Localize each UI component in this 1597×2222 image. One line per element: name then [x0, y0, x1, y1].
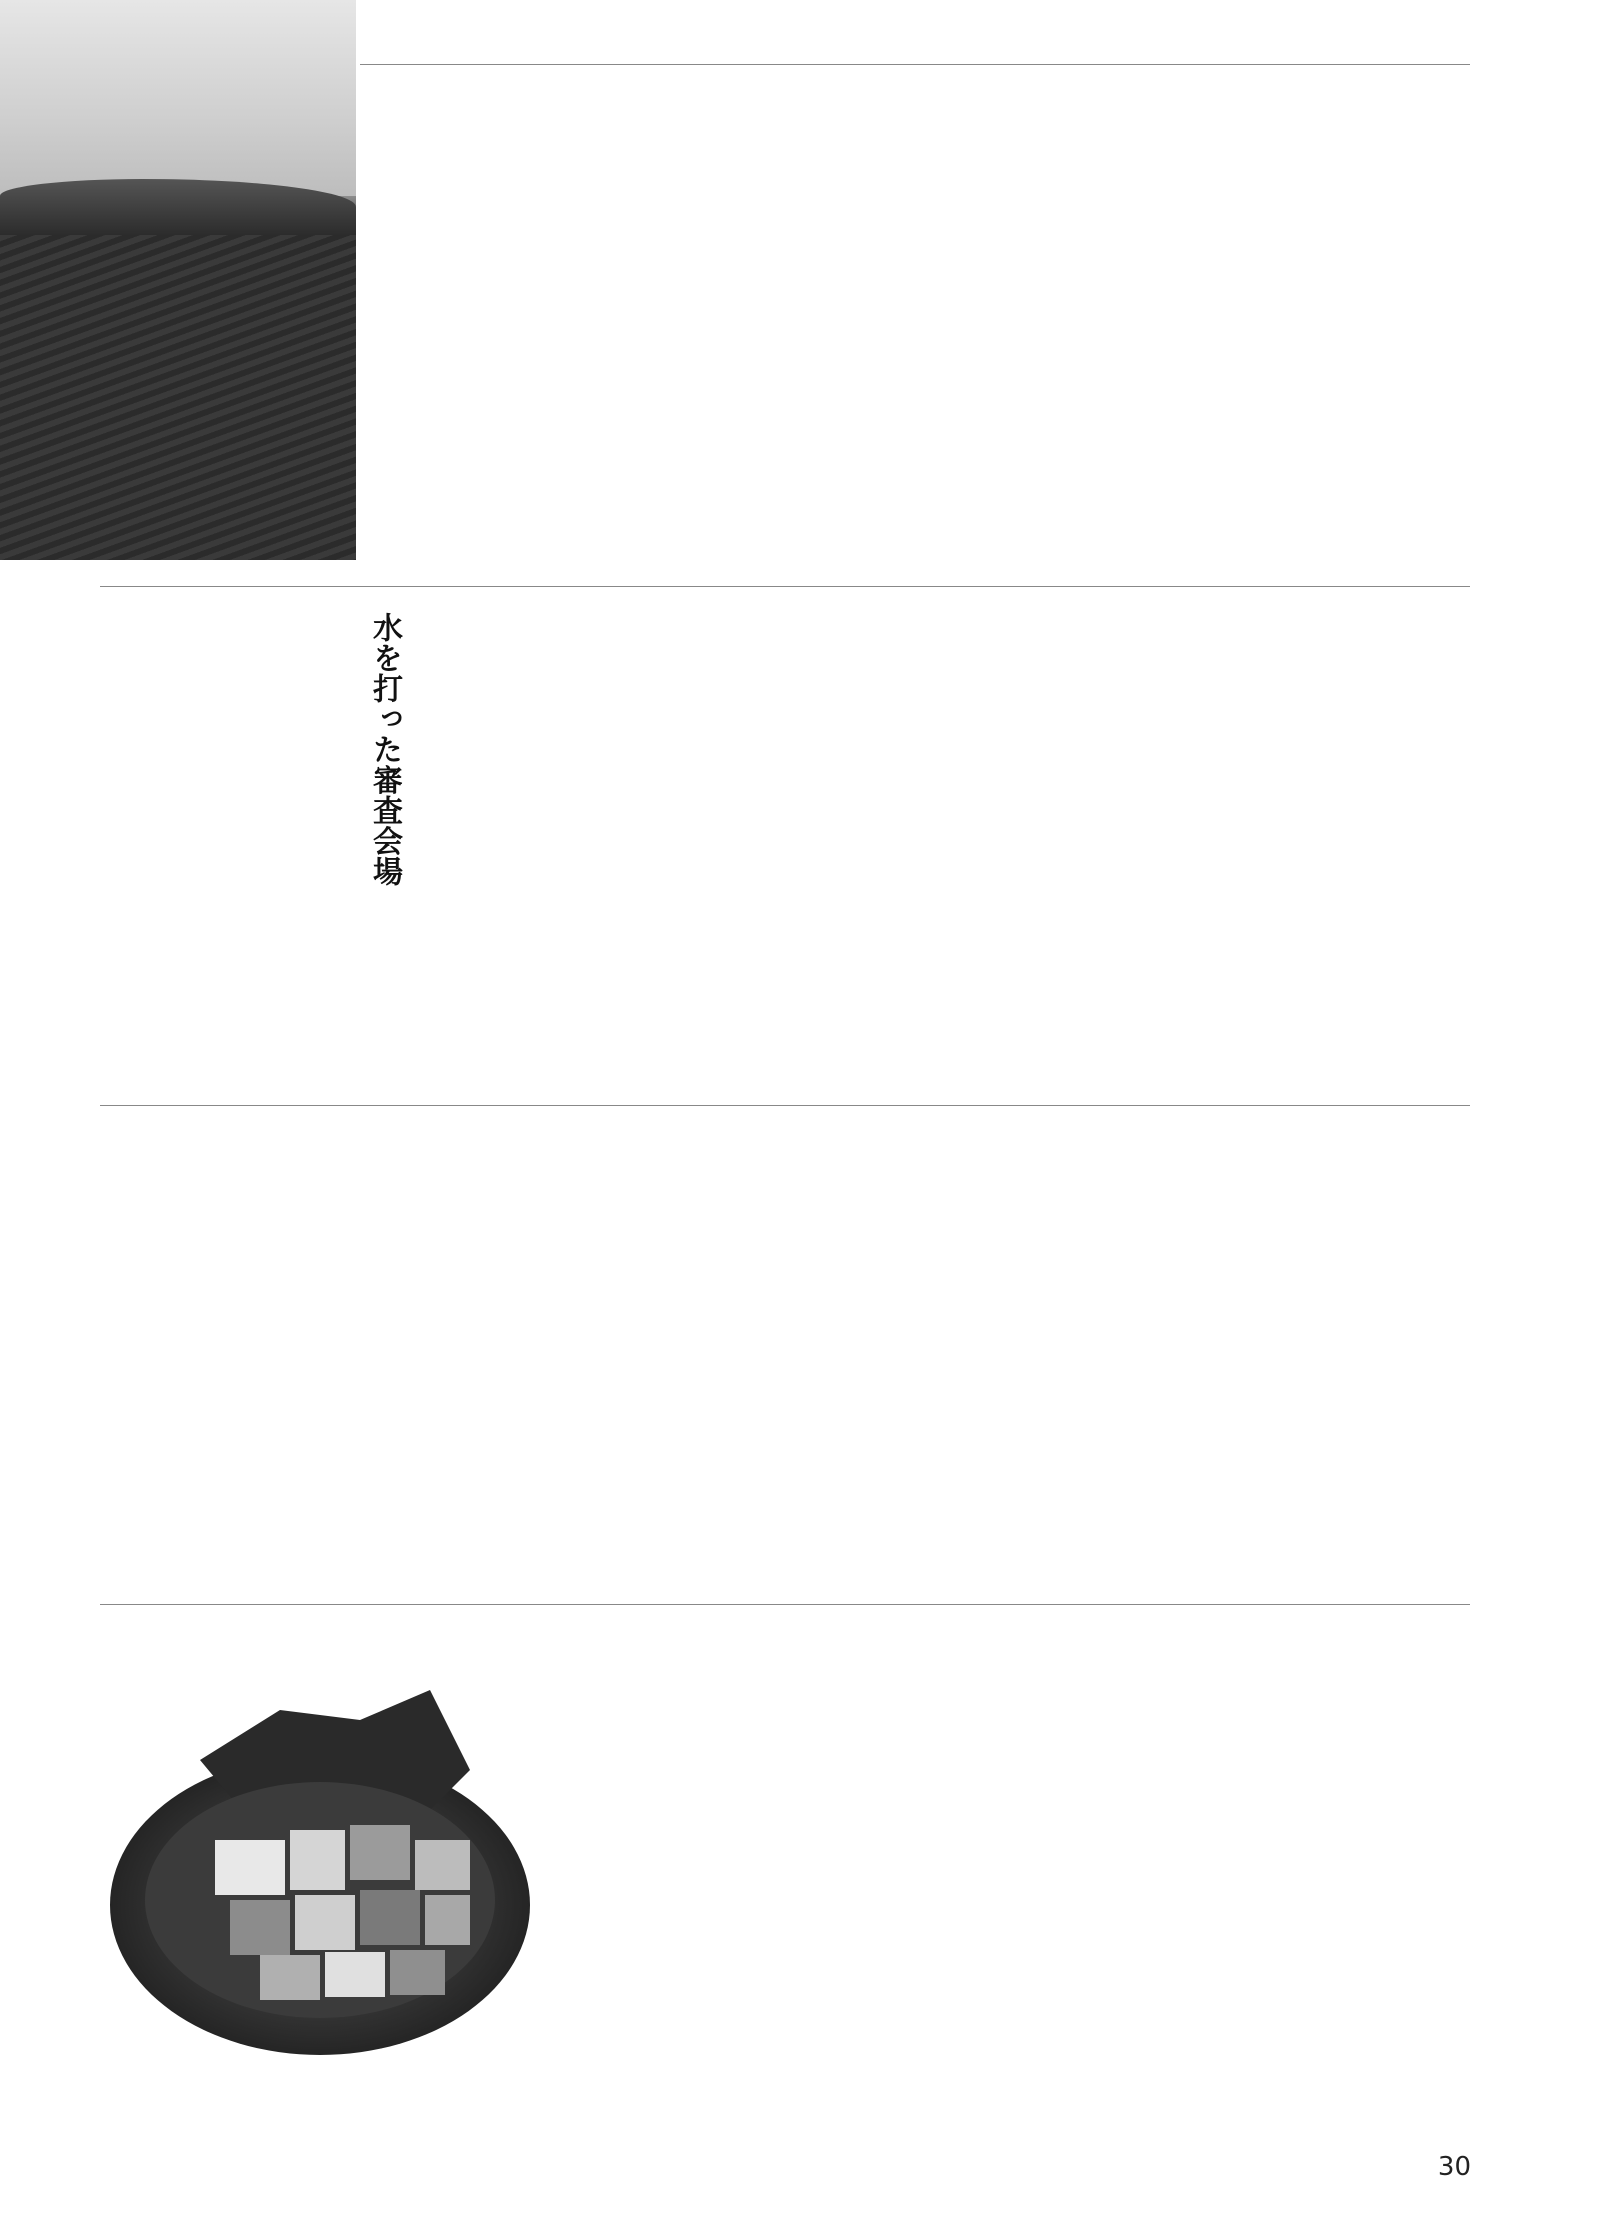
oshizushi-bowl-image — [0, 1650, 560, 2120]
photo-sky — [0, 0, 356, 196]
landscape-photo — [0, 0, 356, 560]
photo-treeline — [0, 179, 356, 235]
section-heading: 水を打った審査会場 — [367, 612, 402, 887]
text-row2 — [110, 612, 1460, 1092]
rule-top — [360, 64, 1470, 65]
rule-row2 — [100, 586, 1470, 587]
rule-row4 — [100, 1604, 1470, 1605]
text-row3 — [110, 1132, 1460, 1592]
photo-rice-field — [0, 235, 356, 560]
food-photo — [0, 1650, 560, 2120]
rule-row3 — [100, 1105, 1470, 1106]
text-row1 — [410, 92, 1460, 572]
page-number: 30 — [1437, 2152, 1471, 2182]
